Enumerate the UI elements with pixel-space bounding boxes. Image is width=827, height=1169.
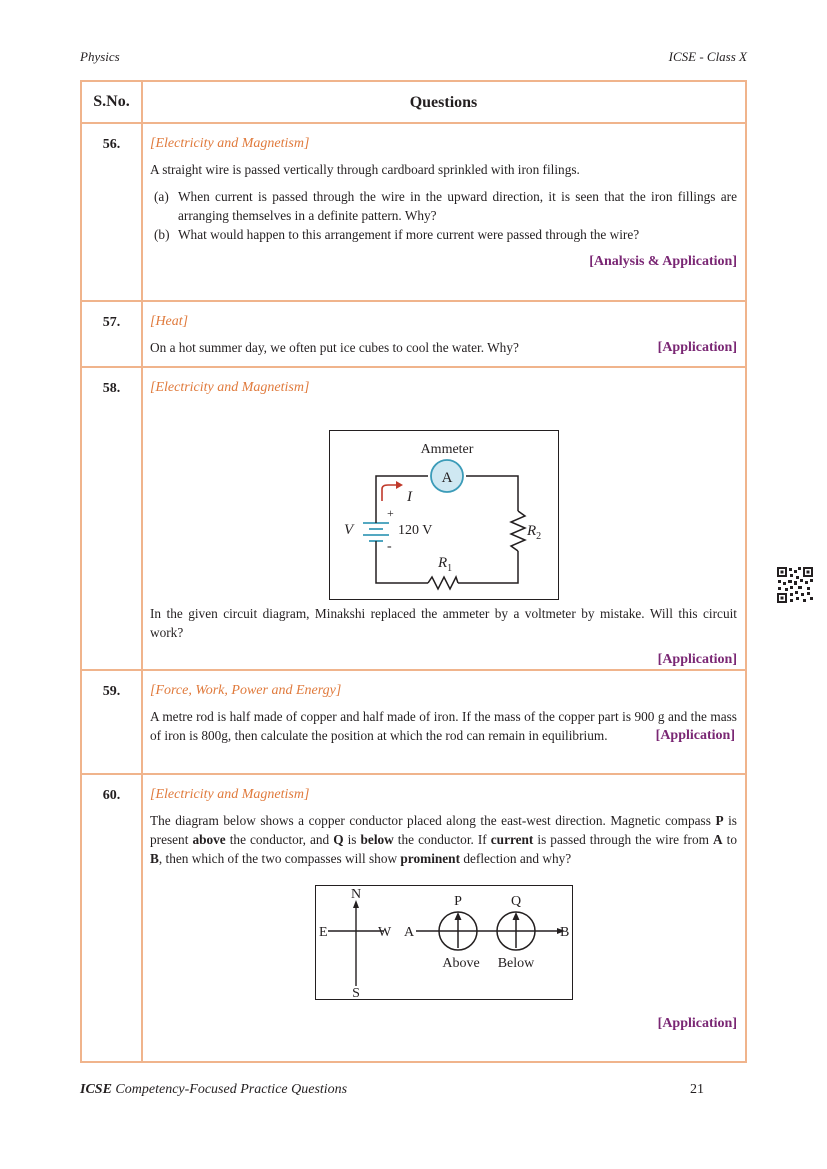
compass-svg <box>316 886 572 999</box>
question-topic: [Electricity and Magnetism] <box>150 787 310 802</box>
voltage-value: 120 V <box>397 523 432 538</box>
question-text: On a hot summer day, we often put ice cubes to cool the water. Why? <box>150 340 519 355</box>
footer-bold: ICSE <box>80 1082 112 1097</box>
north-label: N <box>350 887 361 902</box>
questions-table <box>80 80 747 1063</box>
below-label: Below <box>497 956 534 971</box>
question-text-content: A metre rod is half made of copper and half made of iron. If the mass of the copper part is 900 g and the mass of iron is 800g, then calculate the position at which the rod can remain in equilibrium. <box>150 709 737 743</box>
question-topic: [Force, Work, Power and Energy] <box>150 683 342 698</box>
page-number: 21 <box>690 1082 704 1097</box>
question-number: 59. <box>82 671 143 773</box>
ammeter-symbol: A <box>441 470 452 486</box>
question-tag: [Application] <box>657 340 737 355</box>
above-label: Above <box>441 956 480 971</box>
question-text <box>150 707 737 745</box>
sub-question-a <box>150 187 737 225</box>
question-row-59 <box>80 669 747 773</box>
sub-question-b <box>150 225 737 244</box>
compass-diagram <box>315 885 573 1000</box>
qr-code-icon <box>776 566 814 604</box>
question-text: The diagram below shows a copper conductor placed along the east-west direction. Magnetic compass P is present above the conductor, and Q is below the conductor. If current is passed through the wire from A to B, then which of the two compasses will show prominent deflection and why? <box>150 813 737 866</box>
circuit-svg <box>330 431 558 599</box>
question-number: 58. <box>82 368 143 669</box>
question-text: A straight wire is passed vertically through cardboard sprinkled with iron filings. <box>150 162 580 177</box>
question-topic: [Electricity and Magnetism] <box>150 380 310 395</box>
question-tag: [Application] <box>657 1016 737 1031</box>
header-subject: Physics <box>80 49 120 64</box>
east-label: E <box>318 925 328 940</box>
compass-p-label: P <box>453 894 462 909</box>
question-tag: [Application] <box>655 728 735 743</box>
r2-label: $R_2$ <box>526 523 541 542</box>
table-header-row <box>80 80 747 122</box>
question-tag: [Analysis & Application] <box>589 254 737 269</box>
header-class: ICSE - Class X <box>668 49 747 64</box>
question-topic: [Heat] <box>150 314 189 329</box>
sub-label: (b) <box>154 227 170 242</box>
question-row-56 <box>80 122 747 300</box>
south-label: S <box>351 986 360 999</box>
footer-title <box>80 1082 347 1098</box>
current-label: I <box>406 489 412 505</box>
plus-sign: + <box>386 506 394 520</box>
question-number: 57. <box>82 302 143 366</box>
header-questions: Questions <box>409 94 478 111</box>
minus-sign: - <box>386 539 392 554</box>
sub-text: When current is passed through the wire in the upward direction, it is seen that the iron fillings are arranging themselves in a definite pattern. Why? <box>178 189 737 223</box>
question-row-60 <box>80 773 747 1063</box>
footer-rest: Competency-Focused Practice Questions <box>111 1082 348 1097</box>
voltage-symbol: V <box>343 522 353 538</box>
header-sno: S.No. <box>82 82 143 122</box>
sub-text: What would happen to this arrangement if more current were passed through the wire? <box>178 227 640 242</box>
point-a-label: A <box>403 925 414 940</box>
question-row-58 <box>80 366 747 669</box>
sub-label: (a) <box>154 189 169 204</box>
question-tag: [Application] <box>657 652 737 667</box>
point-b-label: B <box>559 925 569 940</box>
question-topic: [Electricity and Magnetism] <box>150 136 310 151</box>
question-row-57 <box>80 300 747 366</box>
r1-label: $R_1$ <box>437 555 452 574</box>
question-number: 56. <box>82 124 143 300</box>
question-number: 60. <box>82 775 143 1061</box>
question-text: In the given circuit diagram, Minakshi replaced the ammeter by a voltmeter by mistake. Will this circuit work? <box>150 606 737 640</box>
compass-q-label: Q <box>510 894 521 909</box>
circuit-diagram <box>329 430 559 600</box>
west-label: W <box>377 925 391 940</box>
ammeter-label: Ammeter <box>420 442 473 457</box>
